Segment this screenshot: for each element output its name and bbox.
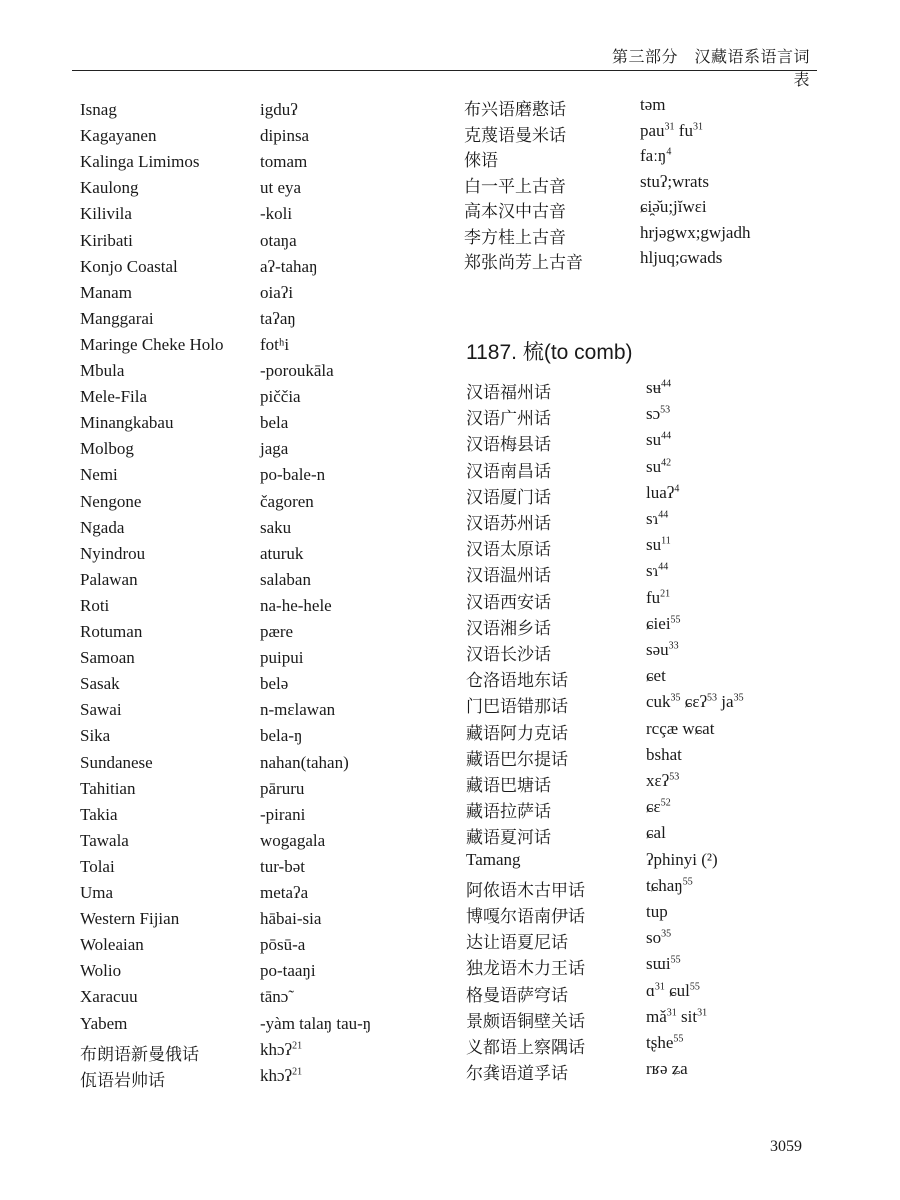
tone-superscript: 42: [661, 456, 672, 468]
tone-superscript: 31: [654, 980, 665, 992]
word-form: [260, 1014, 371, 1034]
tone-superscript: 31: [666, 1007, 677, 1019]
word-segment: dipinsa: [260, 126, 310, 146]
language-name: 门巴语错那话: [466, 697, 568, 717]
language-name: 藏语阿力克话: [466, 723, 568, 743]
word-form: [646, 928, 671, 948]
language-name: 汉语温州话: [466, 566, 551, 586]
word-segment: saku: [260, 517, 292, 537]
word-segment: po-taaŋi: [260, 961, 316, 981]
word-segment: fu: [646, 587, 661, 607]
language-name: Sasak: [80, 674, 120, 694]
word-form: [260, 544, 303, 564]
word-segment: sɔ: [646, 404, 661, 424]
word-form: [646, 745, 682, 765]
word-form: [646, 561, 668, 581]
word-form: [646, 692, 744, 712]
word-form: [646, 1033, 683, 1053]
word-form: [260, 1066, 302, 1086]
section-title: 1187. 梳(to comb): [466, 341, 633, 364]
word-segment: cuk: [646, 692, 671, 712]
language-name: Kaulong: [80, 178, 139, 198]
language-name: Sundanese: [80, 752, 153, 772]
language-name: 汉语南昌话: [466, 461, 551, 481]
word-form: [260, 387, 301, 407]
language-name: Tahitian: [80, 778, 136, 798]
word-segment: sɿ: [646, 561, 659, 581]
language-name: Nengone: [80, 491, 142, 511]
word-segment: n-mɛlawan: [260, 700, 336, 720]
language-name: 汉语广州话: [466, 409, 551, 429]
tone-superscript: 35: [670, 692, 681, 704]
word-segment: -yàm talaŋ tau-ŋ: [260, 1013, 372, 1033]
word-segment: fotʰi: [260, 334, 290, 354]
language-name: Kalinga Limimos: [80, 152, 200, 172]
word-segment: bela: [260, 413, 289, 433]
word-segment: oiaʔi: [260, 282, 294, 302]
word-segment: wogagala: [260, 830, 326, 850]
word-form: [646, 535, 671, 555]
language-name: Nyindrou: [80, 543, 146, 563]
word-form: [260, 648, 303, 668]
word-form: [260, 779, 304, 799]
word-segment: bela-ŋ: [260, 726, 303, 746]
word-form: [646, 954, 681, 974]
word-form: [260, 570, 311, 590]
language-name: 布兴语磨憨话: [464, 100, 566, 119]
word-segment: piččia: [260, 387, 301, 407]
language-name: 尔龚语道孚话: [466, 1064, 568, 1084]
tone-superscript: 21: [660, 587, 671, 599]
word-segment: su: [646, 456, 662, 476]
word-form: [260, 492, 314, 512]
language-name: Mele-Fila: [80, 387, 148, 407]
word-segment: rʁə ʑa: [646, 1059, 688, 1079]
word-form: [646, 719, 714, 739]
word-segment: aturuk: [260, 543, 304, 563]
language-name: 独龙语木力王话: [466, 959, 585, 979]
word-form: [640, 223, 750, 243]
tone-superscript: 35: [661, 928, 672, 940]
word-form: [640, 146, 671, 166]
word-form: [260, 257, 317, 277]
language-name: Kilivila: [80, 204, 132, 224]
language-name: 汉语太原话: [466, 540, 551, 560]
page-number: 3059: [770, 1138, 802, 1155]
word-segment: fu: [674, 120, 693, 140]
word-form: [260, 909, 321, 929]
word-form: [260, 204, 292, 224]
word-form: [260, 465, 325, 485]
word-form: [640, 121, 703, 141]
word-segment: pære: [260, 622, 294, 641]
word-form: [646, 902, 668, 922]
word-form: [260, 622, 293, 642]
language-name: Sika: [80, 726, 111, 746]
word-form: [260, 178, 301, 198]
tone-superscript: 11: [661, 535, 671, 547]
tone-superscript: 21: [292, 1066, 303, 1078]
tone-superscript: 31: [664, 120, 675, 132]
language-name: 布朗语新曼俄话: [80, 1044, 199, 1064]
language-name: 汉语西安话: [466, 592, 551, 612]
language-name: Sawai: [80, 700, 122, 720]
word-form: [646, 666, 666, 686]
word-form: [260, 805, 305, 825]
word-form: [260, 413, 288, 433]
tone-superscript: 52: [660, 797, 671, 809]
language-name: 博嘎尔语南伊话: [466, 907, 585, 926]
tone-superscript: 44: [661, 430, 672, 442]
word-segment: otaŋa: [260, 230, 297, 250]
language-name: Wolio: [80, 961, 122, 981]
language-name: Tolai: [80, 856, 115, 876]
language-name: 藏语巴尔提话: [466, 749, 568, 769]
word-segment: pau: [640, 120, 665, 140]
word-segment: tup: [646, 902, 668, 921]
language-name: Woleaian: [80, 935, 144, 955]
word-segment: səu: [646, 640, 669, 659]
word-segment: hrjəgwx;gwjadh: [640, 222, 751, 242]
word-form: [646, 588, 670, 608]
word-form: [646, 1007, 707, 1027]
language-name: 格曼语萨穹话: [466, 985, 568, 1005]
word-segment: taʔaŋ: [260, 308, 296, 328]
word-segment: čagoren: [260, 491, 314, 511]
language-name: Konjo Coastal: [80, 256, 178, 276]
word-segment: khɔʔ: [260, 1039, 293, 1059]
word-form: [260, 1040, 302, 1060]
language-name: Minangkabau: [80, 413, 174, 433]
language-name: 郑张尚芳上古音: [464, 253, 583, 272]
language-name: Samoan: [80, 648, 135, 668]
word-form: [260, 152, 307, 172]
word-segment: na-he-hele: [260, 595, 332, 615]
word-form: [646, 483, 679, 503]
language-name: 汉语苏州话: [466, 514, 551, 533]
word-segment: belə: [260, 674, 289, 694]
word-form: [260, 439, 288, 459]
language-name: Uma: [80, 883, 114, 902]
word-form: [260, 518, 291, 538]
word-segment: hābai-sia: [260, 909, 322, 929]
word-form: [260, 231, 297, 251]
tone-superscript: 33: [668, 640, 679, 652]
language-name: Xaracuu: [80, 987, 138, 1007]
language-name: Isnag: [80, 100, 117, 119]
tone-superscript: 55: [670, 954, 681, 966]
word-form: [646, 640, 679, 660]
word-form: [260, 596, 332, 616]
word-segment: ɕul: [664, 980, 690, 1000]
word-segment: luaʔ: [646, 482, 675, 502]
language-name: Rotuman: [80, 622, 143, 641]
word-form: [260, 126, 309, 146]
word-segment: pōsū-a: [260, 935, 306, 955]
tone-superscript: 53: [669, 771, 680, 783]
word-form: [260, 283, 293, 303]
word-segment: sɿ: [646, 509, 659, 528]
word-form: [646, 797, 671, 817]
word-segment: aʔ-tahaŋ: [260, 256, 318, 276]
word-form: [640, 172, 709, 192]
word-segment: -pirani: [260, 804, 306, 824]
word-segment: sʉ: [646, 378, 662, 397]
word-form: [646, 876, 693, 896]
language-name: 汉语梅县话: [466, 435, 551, 455]
word-form: [640, 197, 707, 217]
language-name: Kiribati: [80, 230, 133, 250]
language-name: Manam: [80, 282, 132, 302]
language-name: Manggarai: [80, 308, 154, 328]
tone-superscript: 55: [682, 876, 693, 888]
word-segment: ɑ: [646, 980, 655, 1000]
word-segment: ɕiei: [646, 613, 671, 633]
word-segment: faːŋ: [640, 146, 667, 165]
word-segment: su: [646, 430, 662, 450]
language-name: Yabem: [80, 1013, 128, 1033]
word-form: [260, 935, 305, 955]
word-form: [260, 700, 335, 720]
word-form: [260, 831, 325, 851]
language-name: 倈语: [464, 151, 498, 170]
word-form: [646, 430, 671, 450]
language-name: Tamang: [466, 849, 521, 869]
tone-superscript: 44: [658, 509, 669, 521]
word-form: [260, 987, 288, 1007]
word-segment: pāruru: [260, 778, 305, 798]
word-form: [646, 378, 671, 398]
language-name: 李方桂上古音: [464, 227, 566, 247]
word-segment: ɕɛ: [646, 797, 661, 817]
word-segment: ja: [717, 692, 734, 712]
language-name: 仓洛语地东话: [466, 671, 568, 691]
tone-superscript: 55: [670, 614, 681, 626]
word-segment: təm: [640, 95, 666, 114]
language-name: Western Fijian: [80, 909, 180, 929]
word-form: [646, 850, 718, 870]
word-segment: ɕi̯ə̆u;jĭwɛi: [640, 197, 707, 216]
running-header: 第三部分 汉藏语系语言词表: [611, 49, 810, 89]
word-segment: tomam: [260, 152, 308, 172]
language-name: Mbula: [80, 361, 125, 380]
word-form: [260, 361, 334, 381]
word-form: [260, 883, 308, 903]
word-segment: tānɔ̃: [260, 987, 289, 1007]
word-segment: ɕɛʔ: [680, 692, 708, 712]
word-segment: jaga: [260, 439, 289, 459]
word-form: [646, 614, 681, 634]
word-segment: tɕhaŋ: [646, 875, 683, 895]
word-segment: stuʔ;wrats: [640, 171, 709, 191]
word-segment: ɕal: [646, 823, 666, 843]
language-name: Takia: [80, 804, 118, 824]
word-segment: salaban: [260, 569, 311, 589]
word-form: [260, 857, 305, 877]
word-segment: rcçæ wɕat: [646, 718, 715, 738]
language-name: 高本汉中古音: [464, 202, 566, 221]
tone-superscript: 53: [707, 692, 718, 704]
language-name: 汉语福州话: [466, 383, 551, 402]
language-name: 汉语长沙话: [466, 645, 551, 664]
language-name: Roti: [80, 595, 110, 615]
tone-superscript: 44: [661, 378, 672, 390]
tone-superscript: 31: [697, 1007, 708, 1019]
word-segment: hljuq;ɢwads: [640, 248, 723, 267]
word-form: [260, 961, 316, 981]
language-name: 佤语岩帅话: [80, 1070, 165, 1090]
language-name: 汉语湘乡话: [466, 618, 551, 638]
language-name: 藏语巴塘话: [466, 776, 551, 795]
language-name: Kagayanen: [80, 126, 157, 146]
word-segment: xɛʔ: [646, 771, 670, 790]
language-name: Tawala: [80, 830, 129, 850]
tone-superscript: 35: [733, 692, 744, 704]
word-form: [646, 981, 700, 1001]
word-segment: su: [646, 535, 662, 555]
word-form: [260, 726, 302, 746]
tone-superscript: 44: [658, 561, 669, 573]
language-name: Palawan: [80, 569, 138, 589]
word-form: [646, 1059, 688, 1079]
language-name: Ngada: [80, 517, 125, 537]
word-segment: ʔphinyi (²): [646, 849, 718, 869]
word-form: [260, 309, 296, 329]
tone-superscript: 4: [674, 483, 680, 495]
word-form: [646, 509, 668, 529]
word-segment: ut eya: [260, 178, 302, 198]
word-segment: sɯi: [646, 954, 671, 974]
word-segment: puipui: [260, 648, 304, 668]
word-segment: bshat: [646, 744, 682, 764]
word-segment: igduʔ: [260, 100, 298, 119]
tone-superscript: 31: [692, 120, 703, 132]
tone-superscript: 21: [292, 1039, 303, 1051]
word-form: [640, 95, 666, 115]
language-name: Molbog: [80, 439, 134, 459]
word-form: [260, 753, 349, 773]
word-segment: sit: [676, 1006, 698, 1026]
language-name: 达让语夏尼话: [466, 933, 568, 953]
language-name: 义都语上察隅话: [466, 1038, 585, 1057]
language-name: 景颇语铜壁关话: [466, 1011, 585, 1031]
word-segment: ɕet: [646, 666, 666, 686]
word-segment: mǎ: [646, 1006, 667, 1026]
word-segment: tʂhe: [646, 1033, 674, 1052]
language-name: 藏语夏河话: [466, 828, 551, 848]
word-form: [640, 248, 722, 268]
word-form: [646, 457, 671, 477]
language-name: 藏语拉萨话: [466, 802, 551, 822]
word-segment: nahan(tahan): [260, 752, 349, 772]
tone-superscript: 55: [689, 980, 700, 992]
language-name: Nemi: [80, 465, 118, 485]
tone-superscript: 55: [673, 1033, 684, 1045]
word-segment: -poroukāla: [260, 361, 334, 380]
language-name: 克蔑语曼米话: [464, 125, 566, 145]
tone-superscript: 53: [660, 404, 671, 416]
word-form: [260, 674, 288, 694]
word-segment: khɔʔ: [260, 1065, 293, 1085]
word-segment: metaʔa: [260, 883, 309, 902]
tone-superscript: 4: [666, 146, 672, 158]
language-name: 白一平上古音: [464, 176, 566, 196]
word-form: [260, 335, 289, 355]
word-form: [646, 771, 679, 791]
word-segment: -koli: [260, 204, 293, 224]
word-segment: so: [646, 928, 662, 948]
header-rule: [72, 70, 817, 71]
word-segment: po-bale-n: [260, 465, 326, 485]
word-segment: tur-bət: [260, 856, 305, 876]
word-form: [260, 100, 298, 120]
language-name: Maringe Cheke Holo: [80, 334, 224, 354]
word-form: [646, 404, 670, 424]
word-form: [646, 823, 666, 843]
language-name: 阿侬语木古甲话: [466, 880, 585, 900]
language-name: 汉语厦门话: [466, 487, 551, 507]
